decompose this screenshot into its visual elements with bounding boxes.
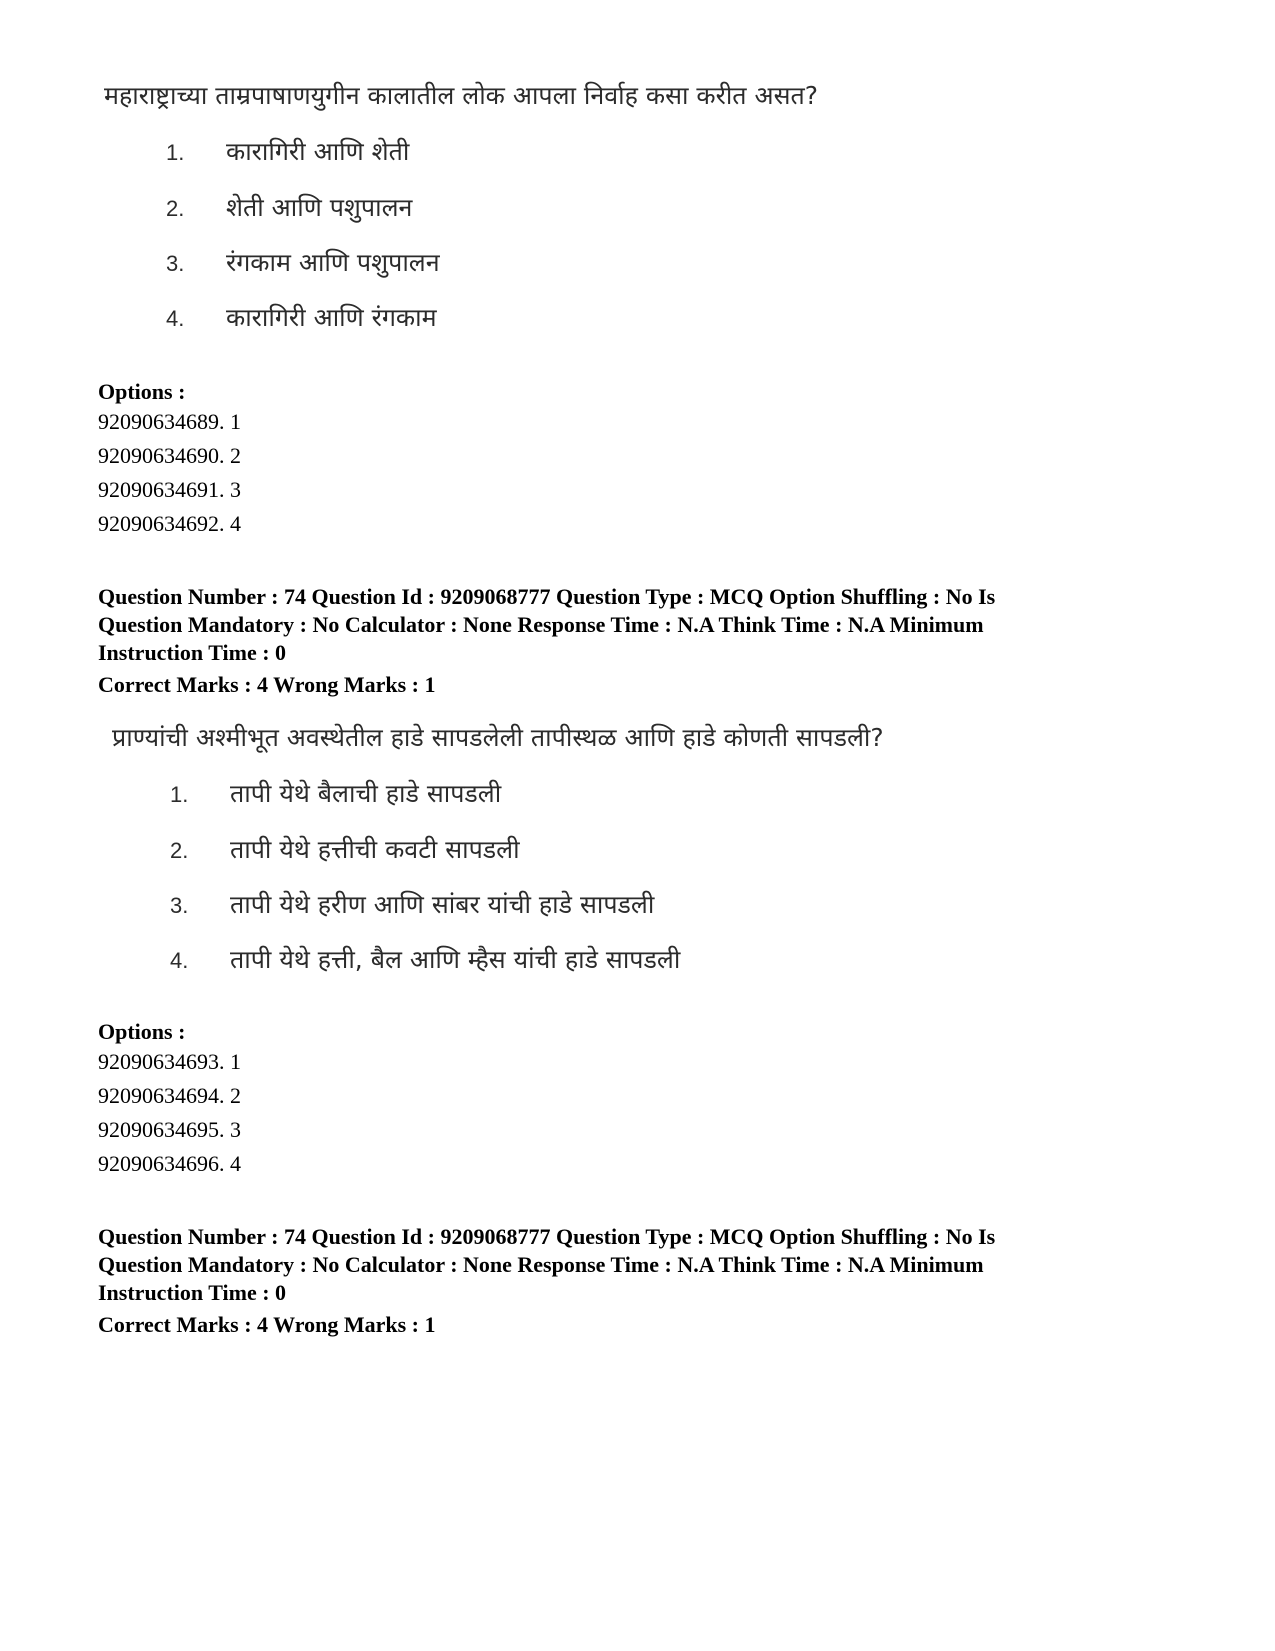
option-line: 92090634694. 2 (98, 1083, 241, 1108)
choice-text: तापी येथे हरीण आणि सांबर यांची हाडे सापडली (230, 890, 655, 919)
option-line: 92090634693. 1 (98, 1049, 241, 1074)
options-label: Options : (98, 1019, 186, 1044)
question-meta-1 (98, 583, 1158, 699)
options-block-b (98, 1018, 241, 1181)
option-line: 92090634692. 4 (98, 511, 241, 536)
choice-text: कारागिरी आणि रंगकाम (226, 303, 437, 332)
choice-text: तापी येथे बैलाची हाडे सापडली (230, 779, 502, 808)
meta-line: Question Number : 74 Question Id : 9209068777 Question Type : MCQ Option Shuffling : No Is (98, 584, 996, 609)
question-image-b (112, 720, 932, 1000)
question-meta-2 (98, 1223, 1158, 1339)
choice-number: 4. (166, 306, 185, 331)
choice-number: 4. (170, 948, 189, 973)
choice-text: रंगकाम आणि पशुपालन (226, 248, 440, 277)
question-text: प्राण्यांची अश्मीभूत अवस्थेतील हाडे सापडलेली तापीस्थळ आणि हाडे कोणती सापडली? (112, 723, 884, 752)
question-image-a (104, 78, 864, 358)
option-line: 92090634691. 3 (98, 477, 241, 502)
choice-text: तापी येथे हत्तीची कवटी सापडली (230, 835, 520, 864)
choice-item (170, 942, 680, 976)
choice-item (166, 300, 437, 334)
choice-number: 2. (170, 838, 189, 863)
choice-number: 1. (170, 782, 189, 807)
choice-item (166, 245, 440, 279)
choice-text: कारागिरी आणि शेती (226, 137, 410, 166)
choice-item (170, 832, 520, 866)
choice-item (170, 887, 654, 921)
option-line: 92090634695. 3 (98, 1117, 241, 1142)
options-block-a (98, 378, 241, 541)
choice-number: 3. (170, 893, 189, 918)
marks-line: Correct Marks : 4 Wrong Marks : 1 (98, 1312, 436, 1337)
choice-item (170, 776, 501, 810)
question-text: महाराष्ट्राच्या ताम्रपाषाणयुगीन कालातील लोक आपला निर्वाह कसा करीत असत? (104, 81, 819, 110)
option-line: 92090634690. 2 (98, 443, 241, 468)
meta-line: Question Mandatory : No Calculator : None Response Time : N.A Think Time : N.A Minimum (98, 1252, 984, 1277)
choice-text: शेती आणि पशुपालन (226, 193, 413, 222)
choice-number: 3. (166, 251, 185, 276)
choice-text: तापी येथे हत्ती, बैल आणि म्हैस यांची हाडे सापडली (230, 945, 681, 974)
marks-line: Correct Marks : 4 Wrong Marks : 1 (98, 672, 436, 697)
choice-item (166, 134, 409, 168)
meta-line: Instruction Time : 0 (98, 640, 287, 665)
meta-line: Question Number : 74 Question Id : 9209068777 Question Type : MCQ Option Shuffling : No Is (98, 1224, 996, 1249)
choice-number: 2. (166, 196, 185, 221)
options-label: Options : (98, 379, 186, 404)
choice-item (166, 190, 412, 224)
option-line: 92090634696. 4 (98, 1151, 241, 1176)
meta-line: Instruction Time : 0 (98, 1280, 287, 1305)
option-line: 92090634689. 1 (98, 409, 241, 434)
meta-line: Question Mandatory : No Calculator : None Response Time : N.A Think Time : N.A Minimum (98, 612, 984, 637)
choice-number: 1. (166, 140, 185, 165)
